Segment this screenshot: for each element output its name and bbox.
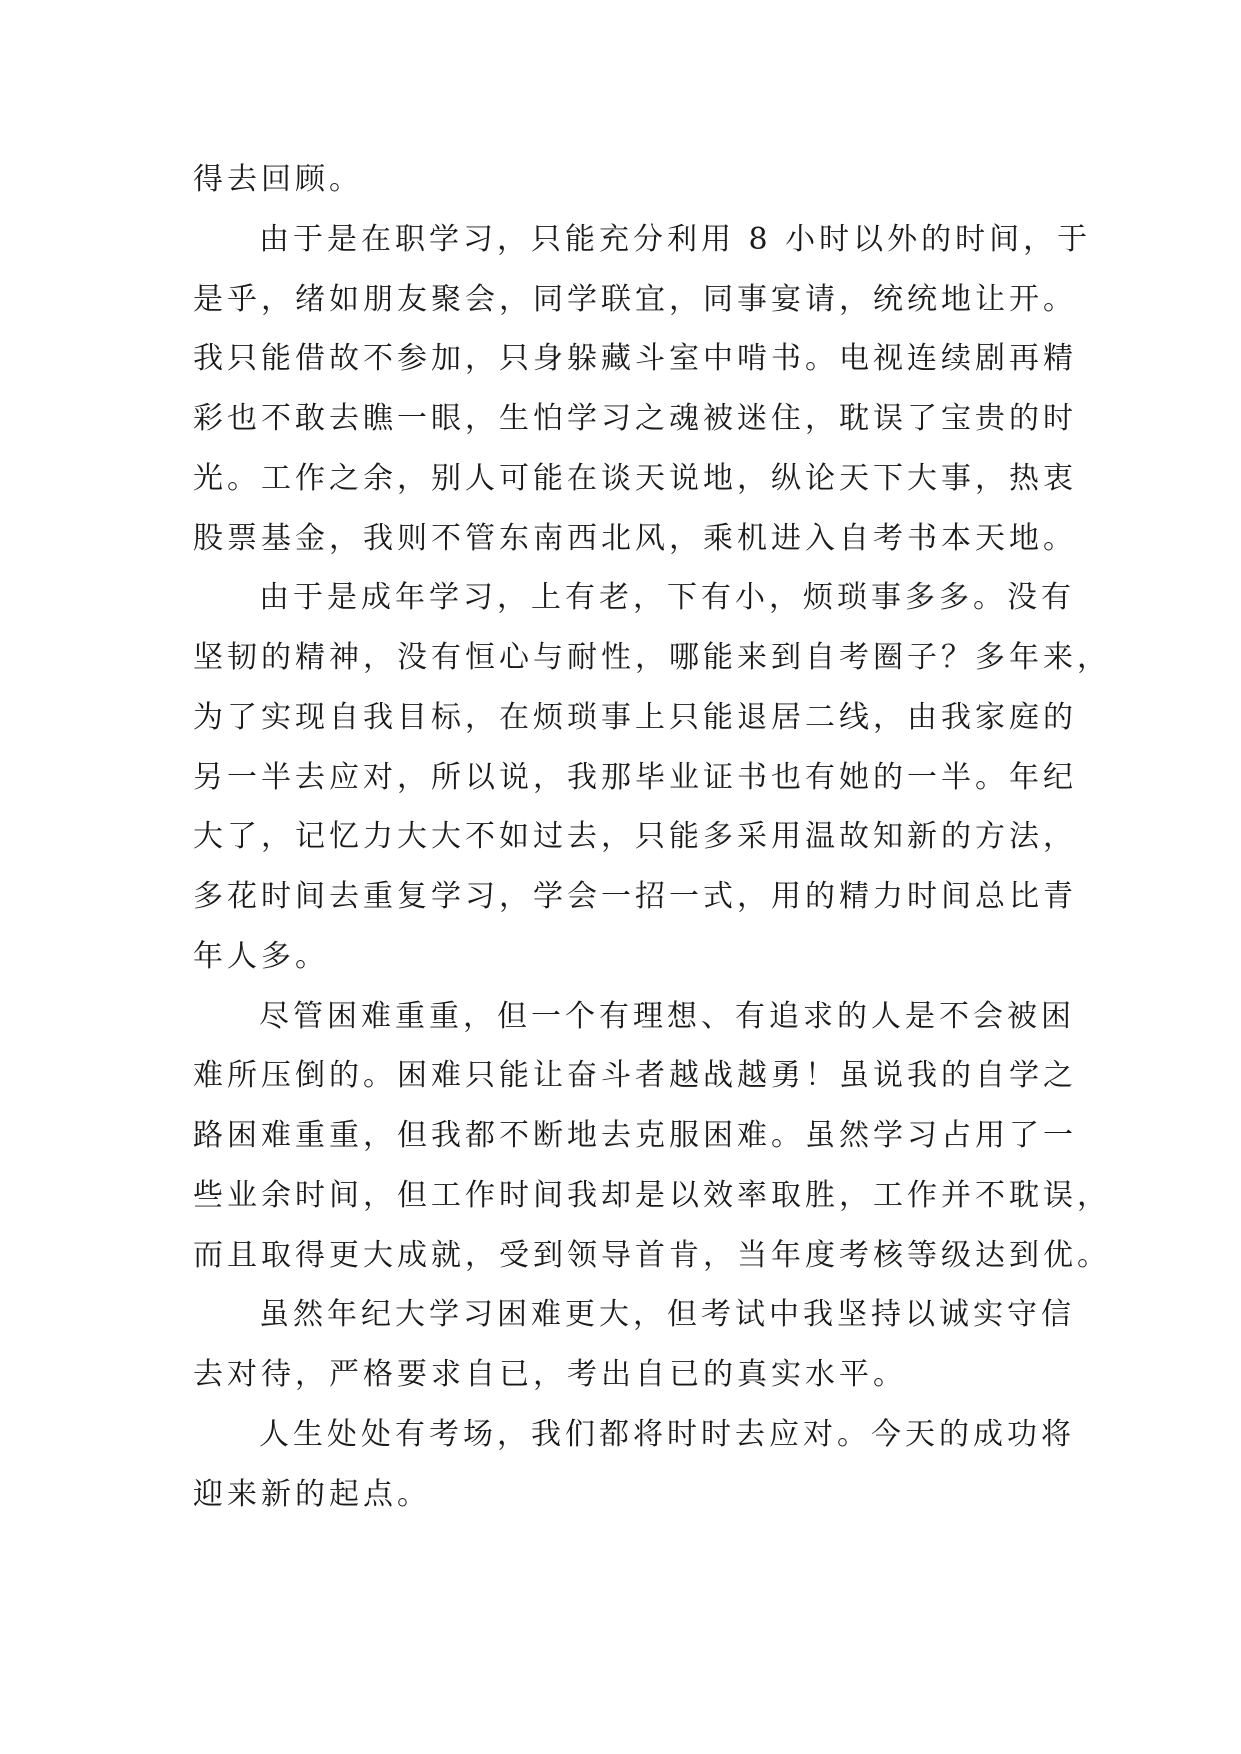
paragraph-first-line: 由于是成年学习，上有老，下有小，烦琐事多多。没有 [259,580,1075,616]
text-line: 路困难重重，但我都不断地去克服困难。虽然学习占用了一 [193,1118,1077,1153]
text-line: 彩也不敢去瞧一眼，生怕学习之魂被迷住，耽误了宝贵的时 [193,401,1077,436]
text-line: 是乎，绪如朋友聚会，同学联宜，同事宴请，统统地让开。 [193,281,1077,317]
text-line: 我只能借故不参加，只身躲藏斗室中啃书。电视连续剧再精 [193,341,1077,377]
paragraph-first-line: 人生处处有考场，我们都将时时去应对。今天的成功将 [259,1416,1075,1452]
text-line: 另一半去应对，所以说，我那毕业证书也有她的一半。年纪 [193,759,1077,795]
text-line: 得去回顾。 [193,162,363,197]
text-line: 光。工作之余，别人可能在谈天说地，纵论天下大事，热衷 [193,460,1077,496]
text-line: 年人多。 [193,938,329,974]
paragraph-first-line: 虽然年纪大学习困难更大，但考试中我坚持以诚实守信 [259,1297,1075,1333]
text-line: 些业余时间，但工作时间我却是以效率取胜，工作并不耽误， [193,1177,1111,1213]
text-line: 迎来新的起点。 [193,1476,431,1512]
text-line: 为了实现自我目标，在烦琐事上只能退居二线，由我家庭的 [193,699,1077,735]
paragraph-first-line: 由于是在职学习，只能充分利用 8 小时以外的时间，于 [259,221,1092,257]
text-line: 去对待，严格要求自已，考出自已的真实水平。 [193,1357,907,1392]
body-text [193,150,1111,1524]
text-line: 坚韧的精神，没有恒心与耐性，哪能来到自考圈子？多年来， [193,640,1111,675]
text-line: 大了，记忆力大大不如过去，只能多采用温故知新的方法， [193,819,1077,855]
text-line: 而且取得更大成就，受到领导首肯，当年度考核等级达到优。 [193,1237,1111,1273]
text-line: 多花时间去重复学习，学会一招一式，用的精力时间总比青 [193,879,1077,914]
paragraph-first-line: 尽管困难重重，但一个有理想、有追求的人是不会被困 [259,998,1075,1034]
text-line: 难所压倒的。困难只能让奋斗者越战越勇！虽说我的自学之 [193,1058,1077,1094]
text-line: 股票基金，我则不管东南西北风，乘机进入自考书本天地。 [193,520,1077,556]
